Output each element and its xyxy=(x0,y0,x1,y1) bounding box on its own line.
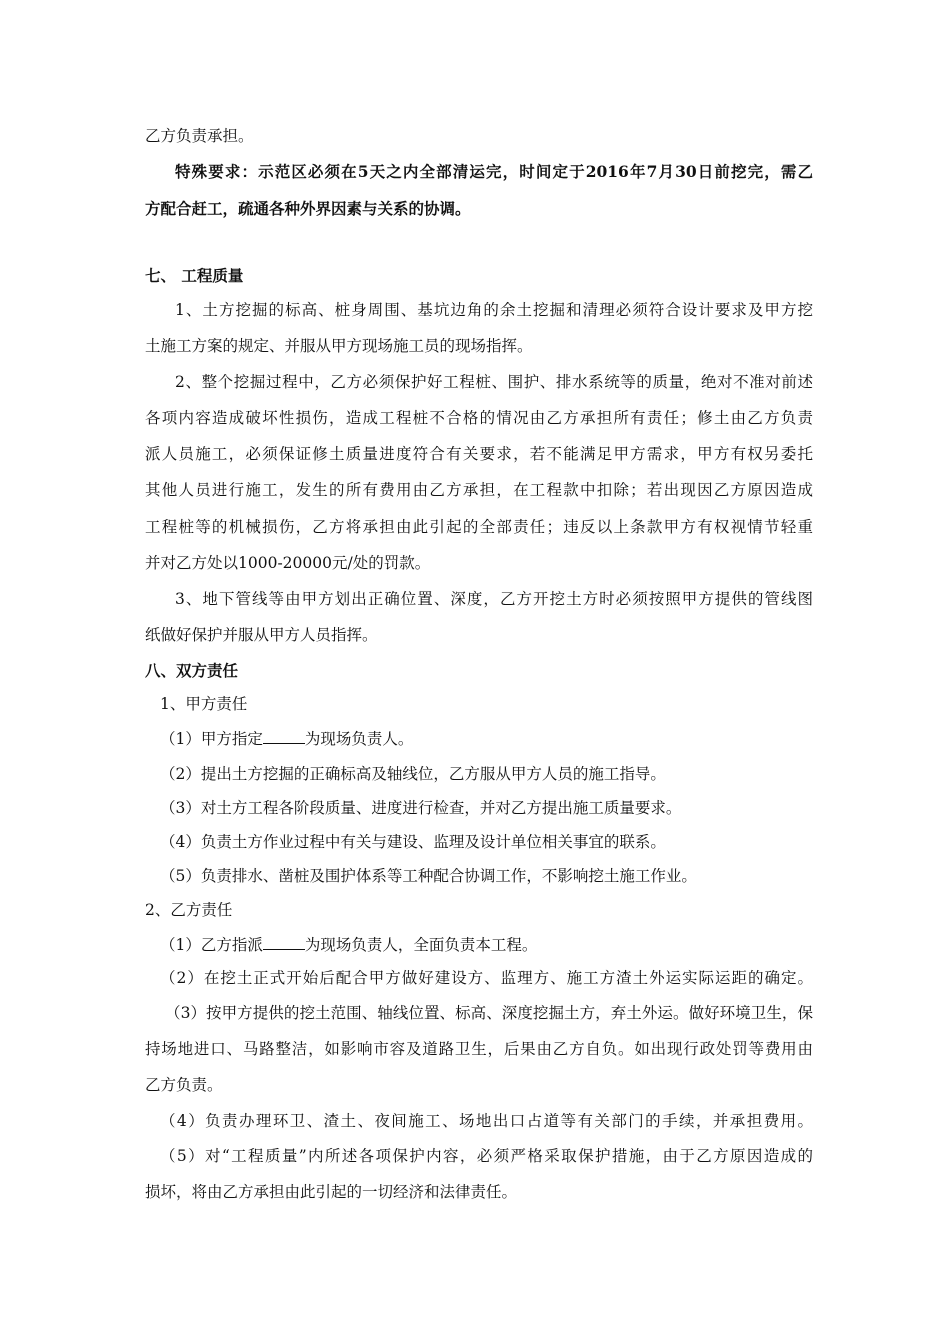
list-item: （2）在挖土正式开始后配合甲方做好建设方、监理方、施工方渣土外运实际运距的确定。 xyxy=(160,969,813,987)
paragraph-line: 并对乙方处以1000-20000元/处的罚款。 xyxy=(145,554,431,572)
subheading-party-b: 2、乙方责任 xyxy=(145,901,233,919)
list-item-text: 为现场负责人，全面负责本工程。 xyxy=(304,936,538,954)
paragraph-line: 损坏，将由乙方承担由此引起的一切经济和法律责任。 xyxy=(145,1183,518,1201)
paragraph-line: 3、地下管线等由甲方划出正确位置、深度，乙方开挖土方时必须按照甲方提供的管线图 xyxy=(175,590,813,608)
list-item xyxy=(160,729,813,749)
list-item: （2）提出土方挖掘的正确标高及轴线位，乙方服从甲方人员的施工指导。 xyxy=(160,765,666,783)
list-item xyxy=(160,935,813,955)
section-heading-responsibilities: 八、双方责任 xyxy=(145,661,239,680)
section-heading-quality: 七、 工程质量 xyxy=(145,266,244,285)
list-item: （4）负责办理环卫、渣土、夜间施工、场地出口占道等有关部门的手续，并承担费用。 xyxy=(160,1112,813,1130)
list-item-text: （1）乙方指派 xyxy=(160,936,263,954)
paragraph-line: 1、土方挖掘的标高、桩身周围、基坑边角的余土挖掘和清理必须符合设计要求及甲方挖 xyxy=(175,301,813,319)
paragraph-line: 纸做好保护并服从甲方人员指挥。 xyxy=(145,626,378,644)
paragraph-line: 2、整个挖掘过程中，乙方必须保护好工程桩、围护、排水系统等的质量，绝对不准对前述 xyxy=(175,373,813,391)
list-item: （5）负责排水、凿桩及围护体系等工种配合协调工作，不影响挖土施工作业。 xyxy=(160,867,697,885)
subheading-party-a: 1、甲方责任 xyxy=(160,695,248,713)
paragraph-line: 其他人员进行施工，发生的所有费用由乙方承担，在工程款中扣除；若出现因乙方原因造成 xyxy=(145,481,813,499)
paragraph-line: 土施工方案的规定、并服从甲方现场施工员的现场指挥。 xyxy=(145,337,533,355)
paragraph-line: 乙方负责。 xyxy=(145,1076,223,1094)
list-item-text: （1）甲方指定 xyxy=(160,730,263,748)
list-item: （3）按甲方提供的挖土范围、轴线位置、标高、深度挖掘土方，弃土外运。做好环境卫生，保 xyxy=(165,1004,813,1022)
list-item: （5）对“工程质量”内所述各项保护内容，必须严格采取保护措施，由于乙方原因造成的 xyxy=(160,1147,813,1165)
list-item-text: 为现场负责人。 xyxy=(304,730,414,748)
paragraph-line: 各项内容造成破坏性损伤，造成工程桩不合格的情况由乙方承担所有责任；修土由乙方负责 xyxy=(145,409,813,427)
paragraph-line: 乙方负责承担。 xyxy=(145,127,254,145)
list-item: （4）负责土方作业过程中有关与建设、监理及设计单位相关事宜的联系。 xyxy=(160,833,666,851)
paragraph-line: 派人员施工，必须保证修土质量进度符合有关要求，若不能满足甲方需求，甲方有权另委托 xyxy=(145,445,813,463)
special-requirement-line: 特殊要求：示范区必须在5天之内全部清运完，时间定于2016年7月30日前挖完，需乙 xyxy=(175,162,813,181)
paragraph-line: 工程桩等的机械损伤，乙方将承担由此引起的全部责任；违反以上条款甲方有权视情节轻重 xyxy=(145,518,813,536)
blank-underline xyxy=(263,935,305,950)
paragraph-line: 持场地进口、马路整洁，如影响市容及道路卫生，后果由乙方自负。如出现行政处罚等费用由 xyxy=(145,1040,813,1058)
list-item: （3）对土方工程各阶段质量、进度进行检查，并对乙方提出施工质量要求。 xyxy=(160,799,682,817)
special-requirement-line: 方配合赶工，疏通各种外界因素与关系的协调。 xyxy=(145,199,471,218)
blank-underline xyxy=(263,729,305,744)
